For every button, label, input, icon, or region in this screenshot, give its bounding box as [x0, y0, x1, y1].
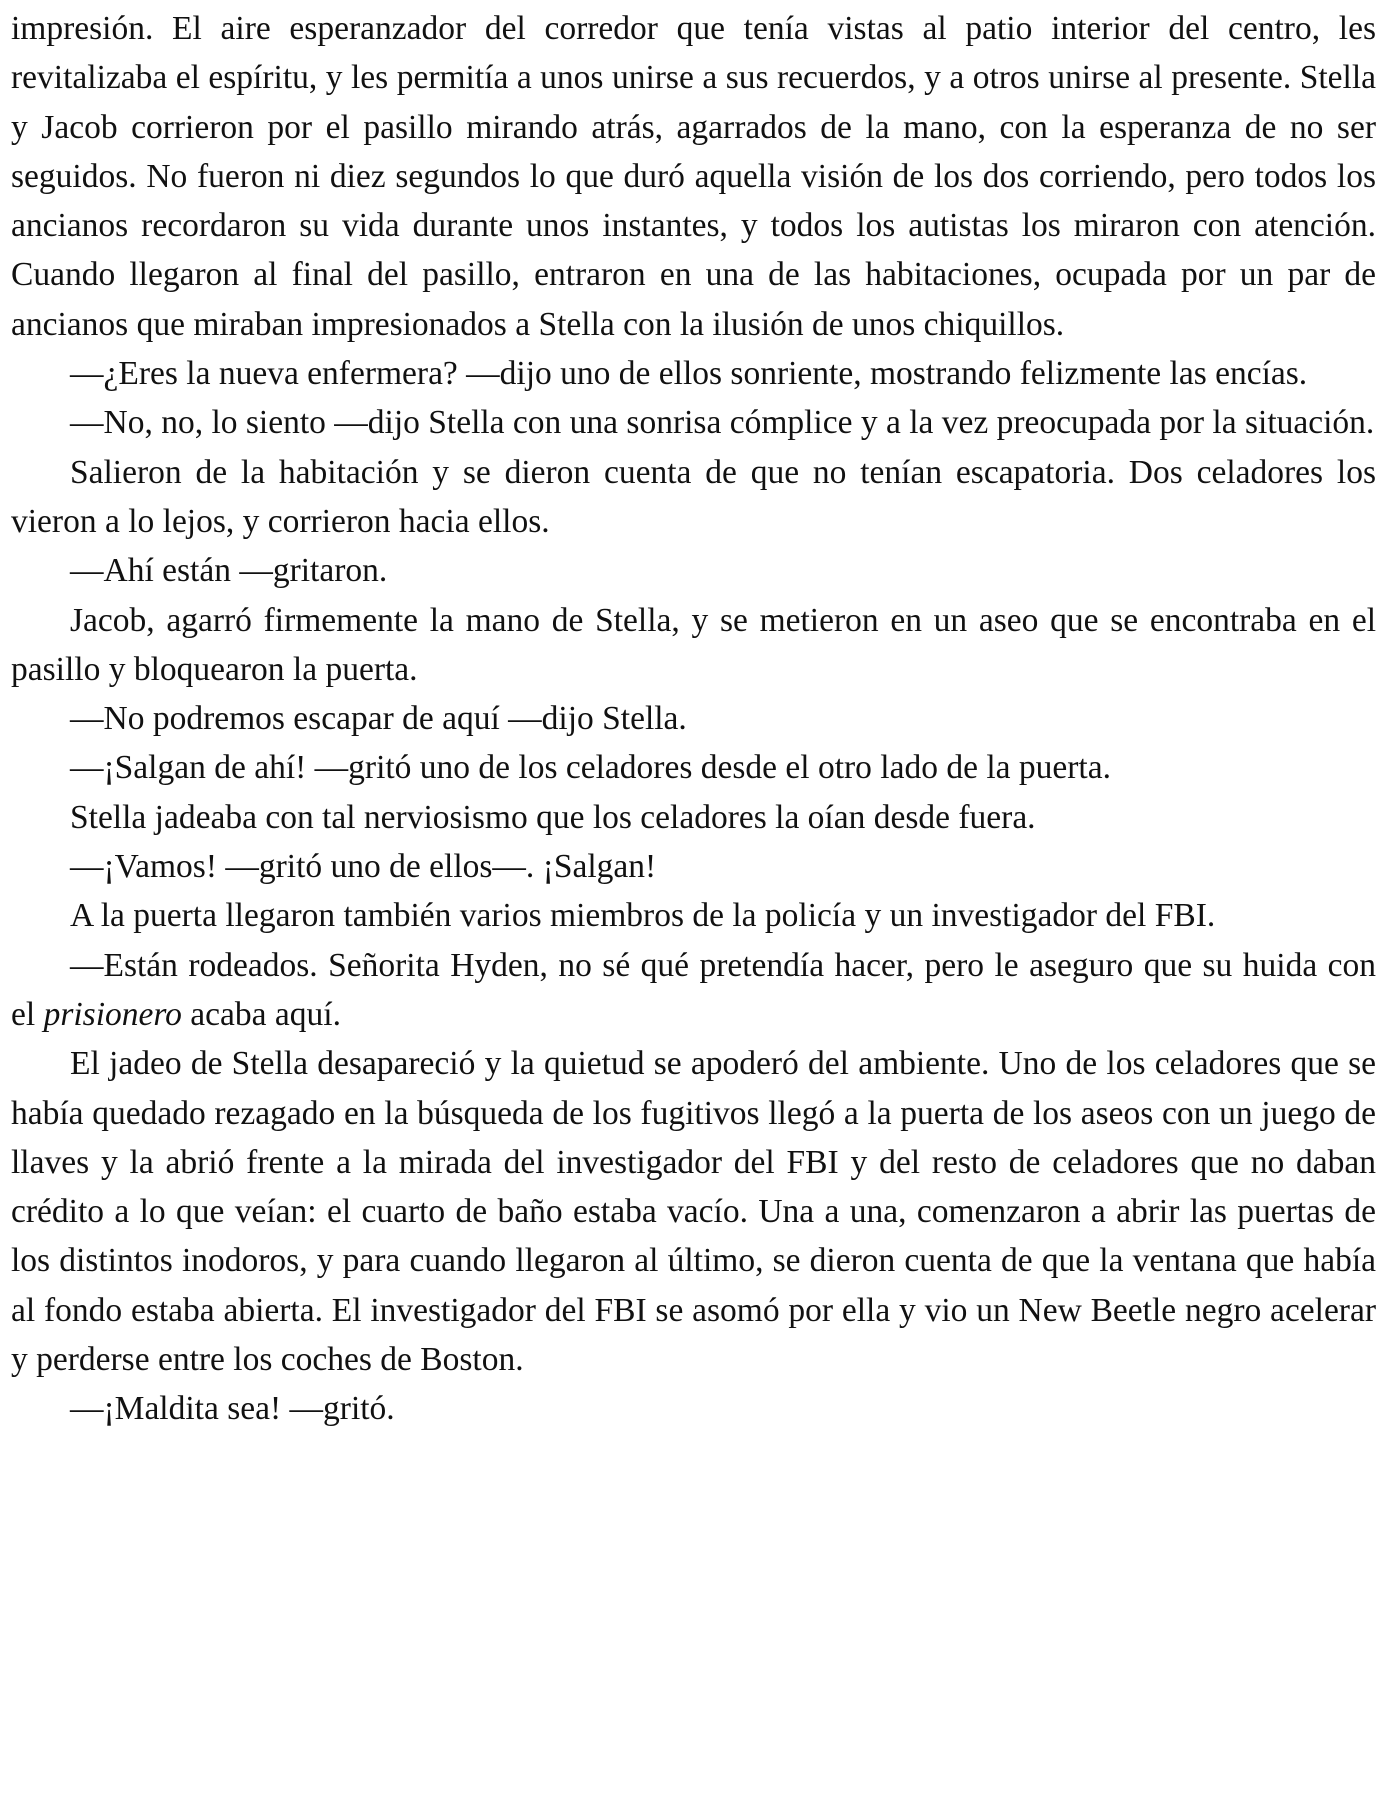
paragraph-jadeo-desaparecio: El jadeo de Stella desapareció y la quietud se apoderó del ambiente. Uno de los celadores que se había quedado rezagado en la búsqueda de los fugitivos llegó a la puerta de los aseos con un juego de llaves y la abrió frente a la mirada del investigador del FBI y del resto de celadores que no daban crédito a lo que veían: el cuarto de baño estaba vacío. Una a una, comenzaron a abrir las puertas de los distintos inodoros, y para cuando llegaron al último, se dieron cuenta de que la ventana que había al fondo estaba abierta. El investigador del FBI se asomó por ella y vio un New Beetle negro acelerar y perderse entre los coches de Boston. — [11, 1045, 1376, 1379]
paragraph-aseo: Jacob, agarró firmemente la mano de Stella, y se metieron en un aseo que se encontraba en el pasillo y bloquearon la puerta. — [11, 601, 1376, 688]
rodeados-text-before: —Están rodeados. Señorita Hyden, no sé qué pretendía hacer, pero le aseguro que su huida con el — [11, 946, 1376, 1033]
book-page — [11, 4, 1376, 1434]
paragraph-no-podremos: —No podremos escapar de aquí —dijo Stella. — [70, 700, 687, 738]
rodeados-italic-word: prisionero — [43, 995, 182, 1033]
paragraph-policia-fbi: A la puerta llegaron también varios miembros de la policía y un investigador del FBI. — [70, 897, 1216, 935]
paragraph-jadeaba: Stella jadeaba con tal nerviosismo que los celadores la oían desde fuera. — [70, 798, 1036, 836]
paragraph-salgan-de-ahi: —¡Salgan de ahí! —gritó uno de los celadores desde el otro lado de la puerta. — [70, 749, 1111, 787]
paragraph-escapatoria: Salieron de la habitación y se dieron cuenta de que no tenían escapatoria. Dos celadores los vieron a lo lejos, y corrieron hacia ellos. — [11, 453, 1376, 540]
paragraph-enfermera: —¿Eres la nueva enfermera? —dijo uno de ellos sonriente, mostrando felizmente las encías. — [70, 355, 1308, 393]
paragraph-lo-siento: —No, no, lo siento —dijo Stella con una sonrisa cómplice y a la vez preocupada por la situación. — [70, 404, 1375, 442]
paragraph-rodeados — [11, 941, 1376, 1040]
rodeados-text-after: acaba aquí. — [181, 995, 341, 1033]
paragraph-maldita-sea: —¡Maldita sea! —gritó. — [70, 1390, 395, 1428]
paragraph-ahi-estan: —Ahí están —gritaron. — [70, 552, 388, 590]
paragraph-vamos: —¡Vamos! —gritó uno de ellos—. ¡Salgan! — [70, 848, 657, 886]
paragraph-corredor: impresión. El aire esperanzador del corredor que tenía vistas al patio interior del centro, les revitalizaba el espíritu, y les permitía a unos unirse a sus recuerdos, y a otros unirse al presente. Stella y Jacob corrieron por el pasillo mirando atrás, agarrados de la mano, con la esperanza de no ser seguidos. No fueron ni diez segundos lo que duró aquella visión de los dos corriendo, pero todos los ancianos recordaron su vida durante unos instantes, y todos los autistas los miraron con atención. Cuando llegaron al final del pasillo, entraron en una de las habitaciones, ocupada por un par de ancianos que miraban impresionados a Stella con la ilusión de unos chiquillos. — [11, 10, 1376, 343]
